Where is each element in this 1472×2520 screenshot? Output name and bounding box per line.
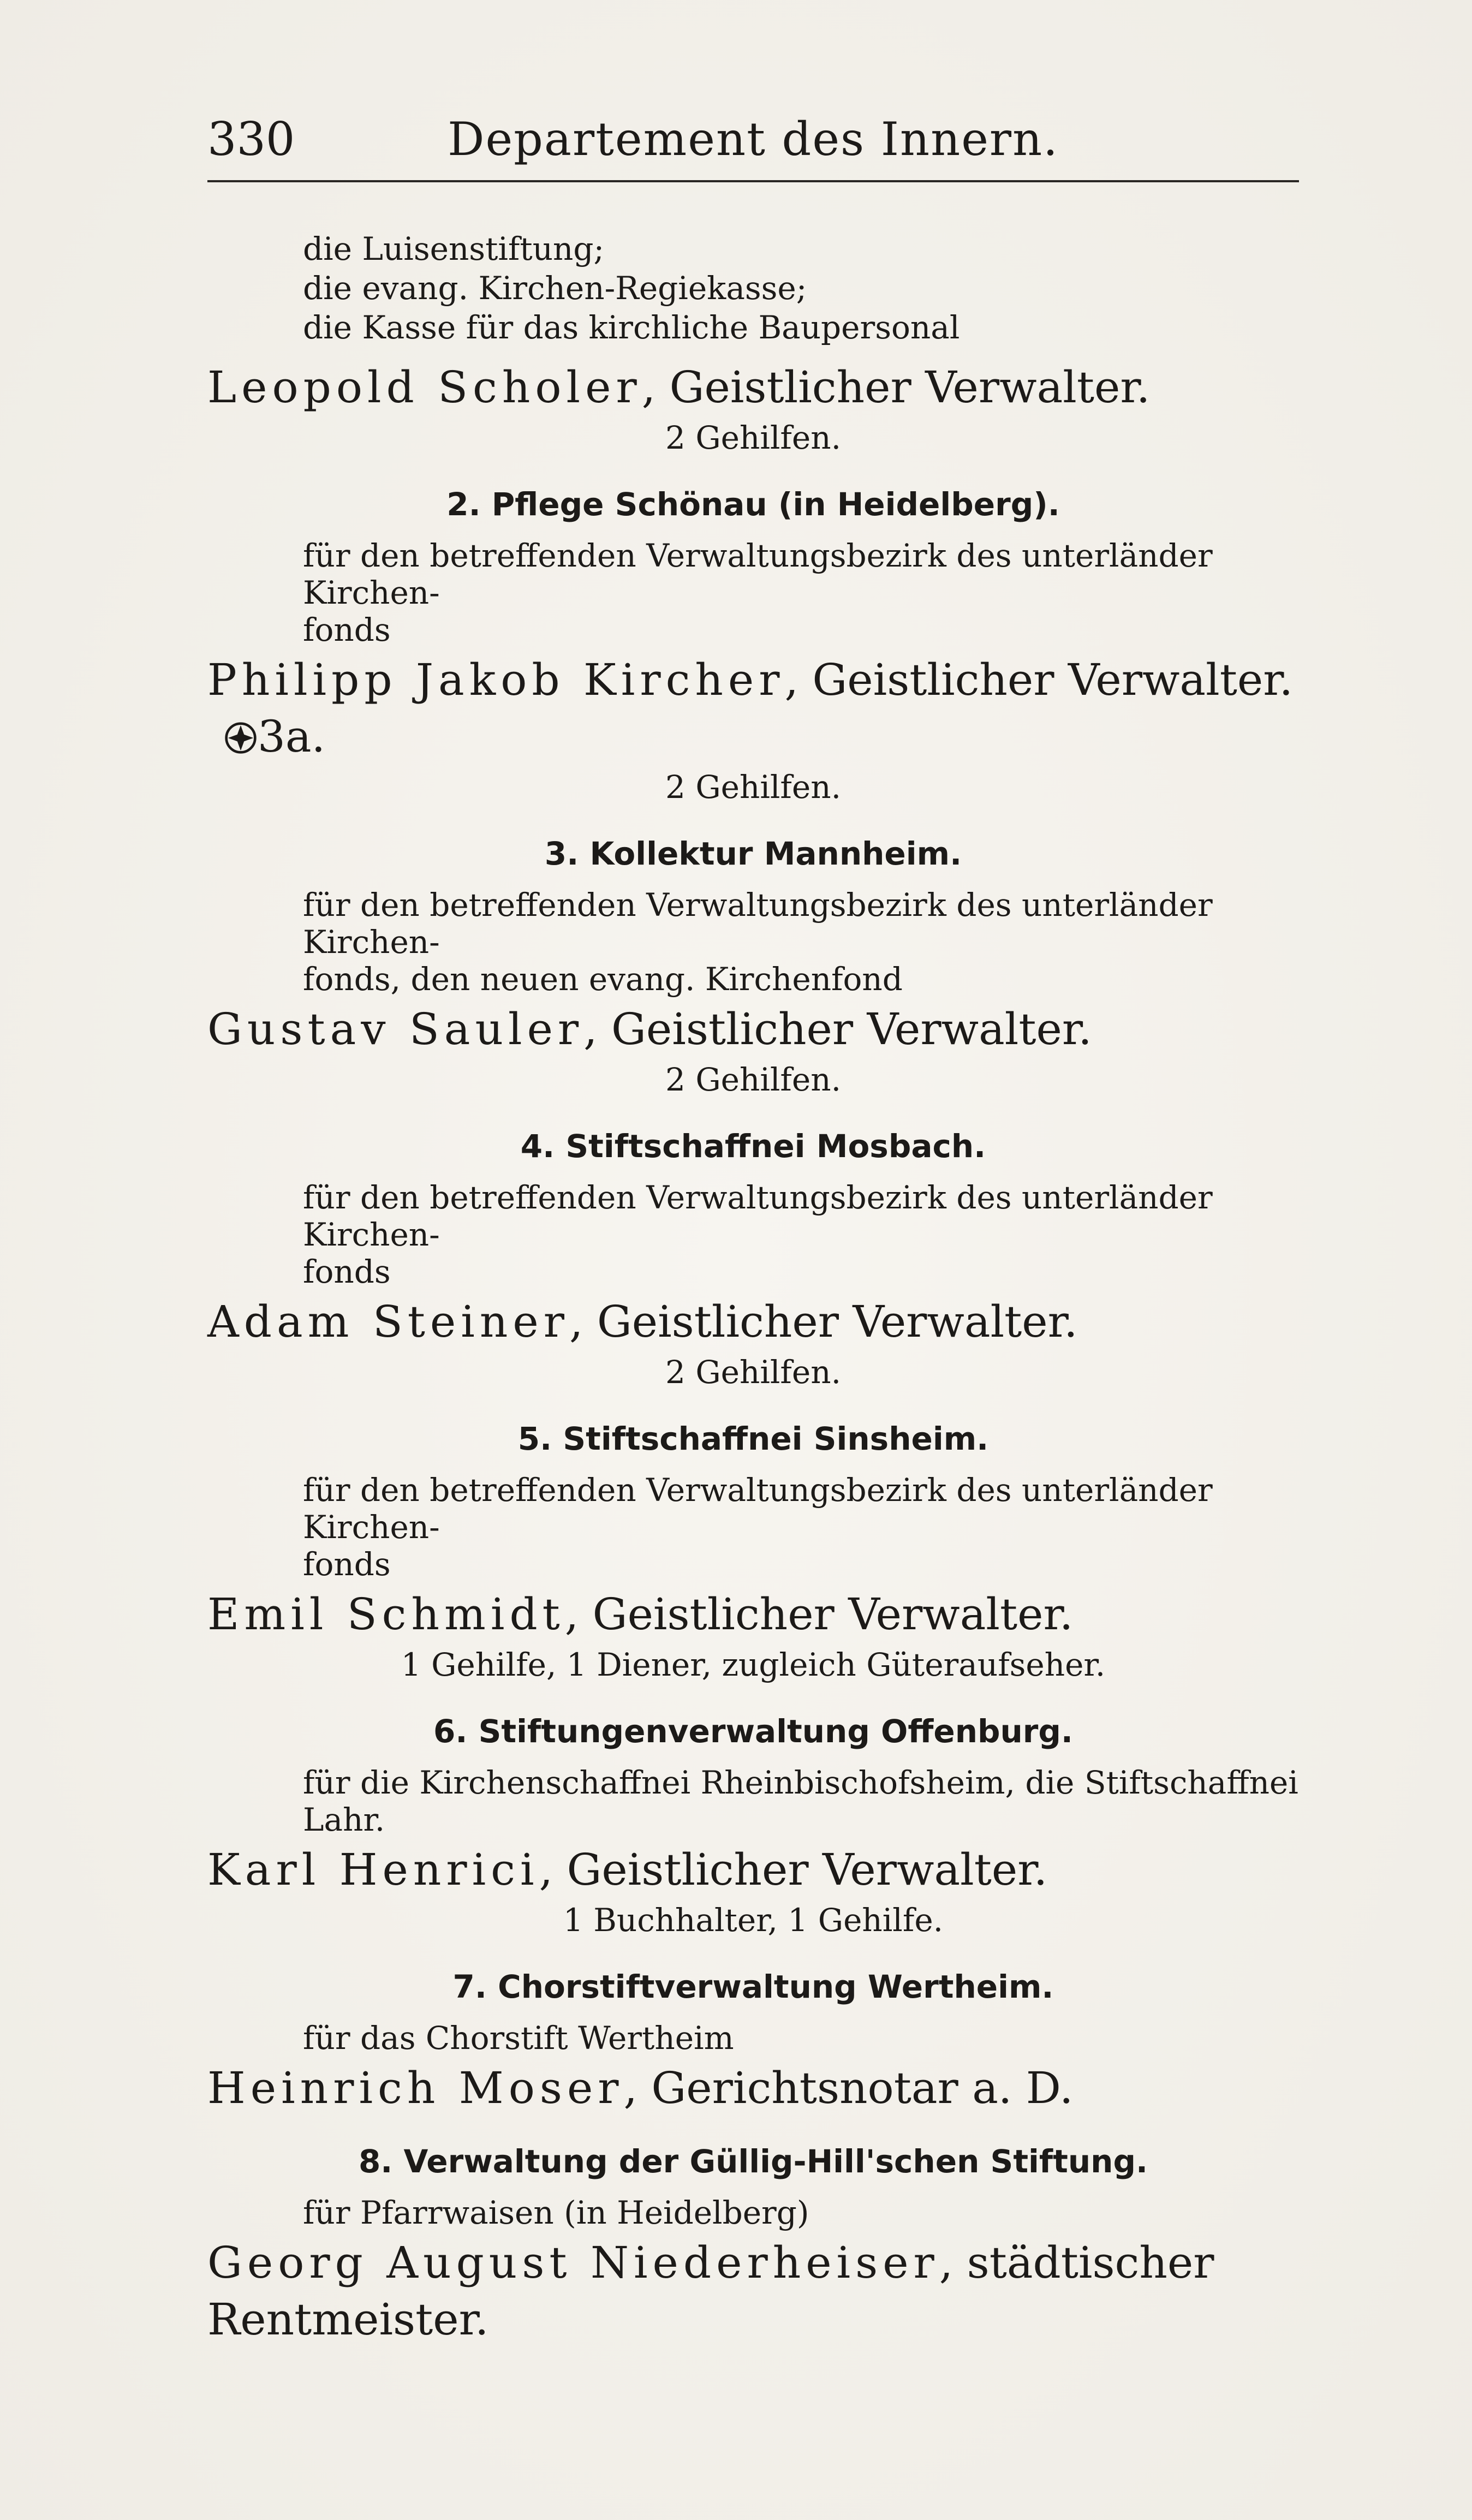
holder-title: , Geistlicher Verwalter.	[583, 1004, 1092, 1055]
intro-section	[207, 229, 1299, 460]
holder-name: Emil Schmidt	[207, 1589, 565, 1640]
holder-title: , Geistlicher Verwalter.	[539, 1844, 1048, 1895]
section-mannheim	[207, 832, 1299, 1101]
staff-line: 1 Gehilfe, 1 Diener, zugleich Güteraufseher.	[401, 1646, 1106, 1683]
section-heading: 5. Stiftschaffnei Sinsheim.	[517, 1420, 989, 1457]
holder-line	[207, 652, 1299, 765]
holder-line	[207, 1842, 1299, 1898]
holder-line	[207, 2235, 1299, 2348]
page-number: 330	[207, 112, 295, 166]
section-heading: 3. Kollektur Mannheim.	[544, 835, 962, 872]
section-heading: 2. Pflege Schönau (in Heidelberg).	[446, 486, 1060, 523]
holder-line	[207, 1294, 1299, 1350]
section-heading: 7. Chorstiftverwaltung Wertheim.	[452, 1968, 1054, 2005]
section-purpose: für den betreffenden Verwaltungsbezirk des unterländer Kirchen- fonds	[303, 1472, 1213, 1583]
holder-line	[207, 359, 1299, 416]
holder-name: Leopold Scholer	[207, 362, 642, 413]
staff-line: 2 Gehilfen.	[665, 1354, 842, 1391]
header-rule	[207, 180, 1299, 182]
section-purpose: für das Chorstift Wertheim	[303, 2019, 734, 2057]
holder-name: Heinrich Moser	[207, 2063, 624, 2113]
holder-name: Karl Henrici	[207, 1844, 539, 1895]
holder-title: , Geistlicher Verwalter.	[784, 654, 1294, 705]
section-purpose: für den betreffenden Verwaltungsbezirk des unterländer Kirchen- fonds	[303, 1179, 1213, 1290]
holder-line	[207, 2060, 1299, 2117]
section-schoenau	[207, 482, 1299, 809]
holder-name: Adam Steiner	[207, 1296, 569, 1347]
section-purpose: für Pfarrwaisen (in Heidelberg)	[303, 2194, 809, 2231]
holder-name: Philipp Jakob Kircher	[207, 654, 785, 705]
holder-title: , städtischer Rentmeister.	[207, 2237, 1214, 2345]
holder-line	[207, 1586, 1299, 1643]
page-header	[207, 109, 1299, 169]
staff-line: 2 Gehilfen.	[665, 768, 842, 806]
intro-line: die Luisenstiftung;	[303, 230, 605, 267]
staff-line: 2 Gehilfen.	[665, 419, 842, 456]
holder-title: , Geistlicher Verwalter.	[569, 1296, 1078, 1347]
section-wertheim	[207, 1965, 1299, 2117]
section-heading: 8. Verwaltung der Güllig-Hill'schen Stiftung.	[358, 2143, 1148, 2180]
page-body	[207, 229, 1299, 2348]
staff-line: 1 Buchhalter, 1 Gehilfe.	[563, 1902, 944, 1939]
section-heading: 6. Stiftungenverwaltung Offenburg.	[433, 1713, 1073, 1750]
running-title: Departement des Innern.	[448, 112, 1059, 166]
holder-line	[207, 1001, 1299, 1058]
intro-line: die evang. Kirchen-Regiekasse;	[303, 270, 807, 307]
section-purpose: für den betreffenden Verwaltungsbezirk des unterländer Kirchen- fonds	[303, 537, 1213, 648]
section-mosbach	[207, 1124, 1299, 1394]
staff-line: 2 Gehilfen.	[665, 1061, 842, 1098]
decoration-class: 3a.	[258, 711, 326, 762]
holder-name: Gustav Sauler	[207, 1004, 584, 1055]
holder-title: , Geistlicher Verwalter.	[641, 362, 1151, 413]
section-purpose: für den betreffenden Verwaltungsbezirk des unterländer Kirchen- fonds, den neuen evang. Kirchenfond	[303, 886, 1213, 998]
section-offenburg	[207, 1709, 1299, 1942]
section-purpose: für die Kirchenschaffnei Rheinbischofsheim, die Stiftschaffnei Lahr.	[303, 1764, 1298, 1838]
holder-title: , Gerichtsnotar a. D.	[623, 2063, 1074, 2113]
intro-line: die Kasse für das kirchliche Baupersonal	[303, 309, 960, 346]
order-cross-icon	[224, 721, 258, 755]
holder-name: Georg August Niederheiser	[207, 2237, 939, 2288]
section-guellig-hill	[207, 2140, 1299, 2348]
section-sinsheim	[207, 1417, 1299, 1687]
holder-title: , Geistlicher Verwalter.	[564, 1589, 1074, 1640]
section-heading: 4. Stiftschaffnei Mosbach.	[520, 1128, 986, 1165]
